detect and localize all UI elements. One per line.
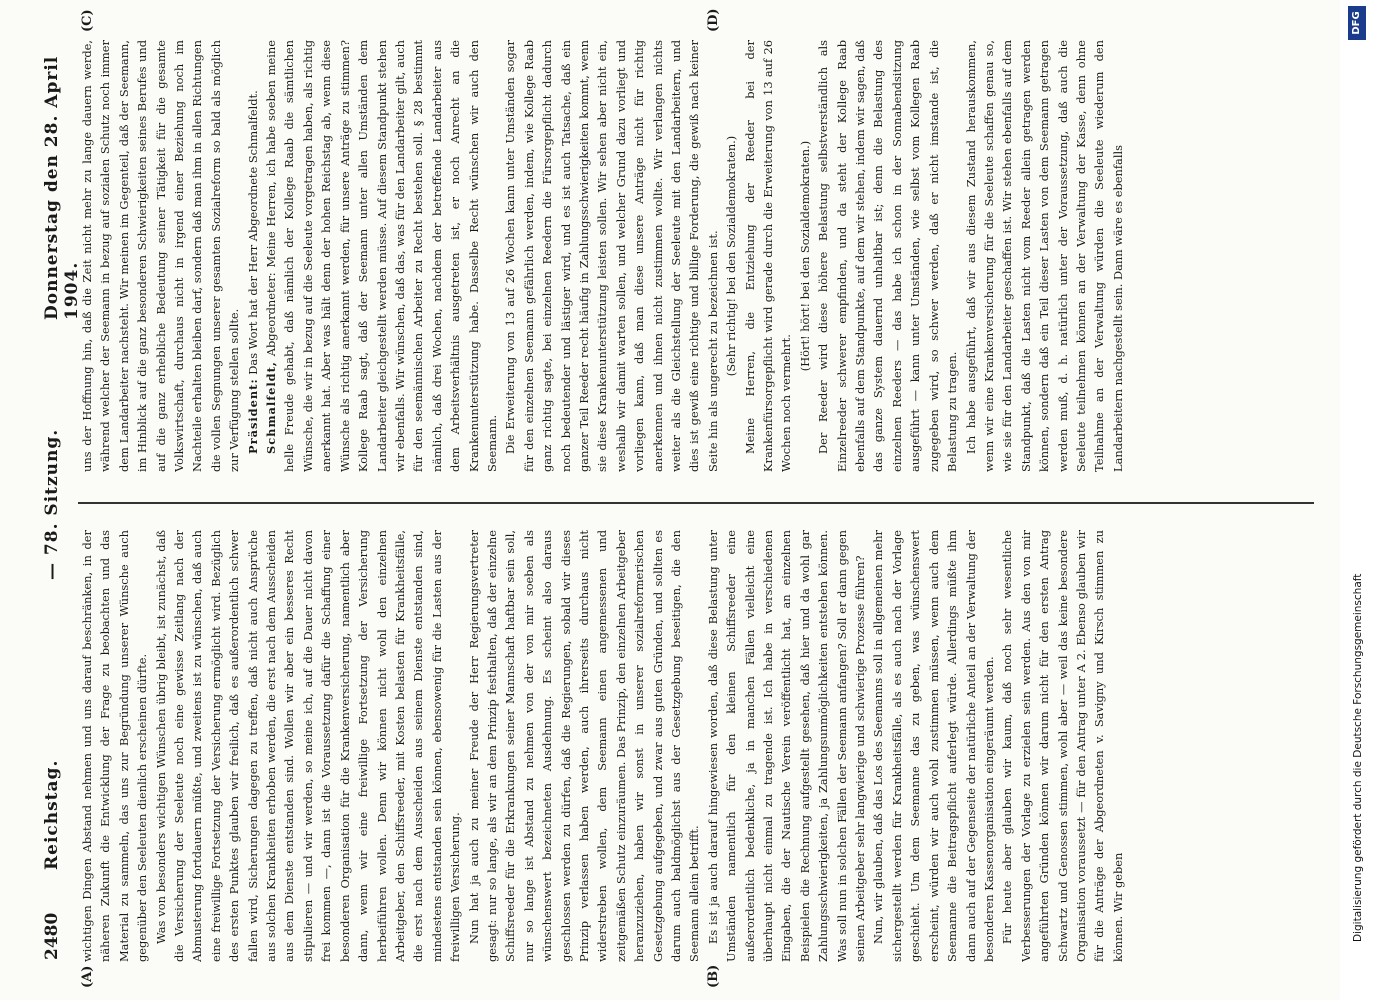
paragraph: Es ist ja auch darauf hingewiesen worden, daß diese Belastung unter Umständen namentlich für den kleinen Schiffsreeder eine außerordentlich bedenkliche, ja in manchen Fällen vielleicht eine überhaupt nicht einmal zu tragende ist. Ich habe in verschiedenen Eingaben, die der Nautische Verein veröffentlicht hat, an einzelnen Beispielen die Rechnung aufgestellt gesehen, daß hier und da wohl gar Zahlungsschwierigkeiten, ja Zahlungsunmöglichkeiten entstehen können. Was soll nun in solchen Fällen der Seemann anfangen? Soll er dann gegen seinen Arbeitgeber sehr langwierige und schwierige Prozesse führen? — [705, 530, 868, 962]
paragraph-text: Der Reeder wird diese höhere Belastung selbstverständlich als Einzelreeder schwerer empfinden, und da steht der Kollege Raab ebenfalls auf dem Standpunkte, auf dem wir stehen, indem wir sagen, daß das ganze System dauernd unhaltbar ist; denn die Belastung des einzelnen Reeders — das habe ich schon in der Sonnabendsitzung ausgeführt — kann unter Umständen, wie selbst vom Kollegen Raab zugegeben wird, so schwer werden, daß er nicht imstande ist, die Belastung zu tragen. — [816, 40, 960, 472]
paragraph-text: (Sehr richtig! bei den Sozialdemokraten.) — [724, 135, 739, 377]
speaker-name: Schmalfeldt, — [264, 361, 279, 454]
dfg-logo — [1348, 0, 1378, 40]
left-text-column — [78, 530, 1320, 962]
paragraph — [244, 40, 262, 472]
dfg-badge: DFG — [1348, 6, 1366, 40]
paragraph-text: Abgeordneter: Meine Herren, ich habe soeben meine helle Freude gehabt, daß nämlich der Kollege Raab die sämtlichen Wünsche, die wir in bezug auf die Seeleute vorgetragen haben, als richtig anerkannt hat. Aber was hält denn der hohen Reichstag ab, wenn diese Wünsche als richtig anerkannt werden, für unsere Anträge zu stimmen? Kollege Raab sagt, daß der Seemann unter allen Umständen dem Landarbeiter gleichgestellt werden müsse. Auf diesem Standpunkt stehen wir ebenfalls. Wir wünschen, daß das, was für den Landarbeiter gilt, auch für den seemännischen Arbeiter zu Recht bestehen soll. § 28 bestimmt nämlich, daß drei Wochen, nachdem der betreffende Landarbeiter aus dem Arbeitsverhältnis ausgetreten ist, er noch Anrecht an die Krankenunterstützung habe. Dasselbe Recht wünschen wir auch den Seemann. — [264, 40, 499, 472]
margin-marker-d: (D) — [706, 8, 721, 32]
paragraph: Was von besonders wichtigen Wünschen übrig bleibt, ist zunächst, daß die Versicherung der Seeleute noch eine gewisse Zeitlang nach der Abmusterung fortdauern müßte, und zweitens ist zu wünschen, daß auch eine freiwillige Fortsetzung der Versicherung ermöglicht wird. Bezüglich des ersten Punktes glauben wir freilich, daß es außerordentlich schwer fallen wird, Sicherungen dagegen zu treffen, daß nicht auch Ansprüche aus solchen Krankheiten erhoben werden, die erst nach dem Ausscheiden aus dem Dienste entstanden sind. Wollen wir aber ein besseres Recht stipulieren — und wir werden, so meine ich, auf die Dauer nicht davon frei kommen —, dann ist die Voraussetzung dafür die Schaffung einer besonderen Organisation für die Krankenversicherung, namentlich aber dann, wenn wir eine freiwillige Fortsetzung der Versicherung herbeiführen wollen. Denn wir können nicht wohl den einzelnen Arbeitgeber, den Schiffsreeder, mit Kosten belasten für Krankheitsfälle, die erst nach dem Ausscheiden aus seinem Dienste entstanden sind, mindestens entstanden sein können, ebensowenig für die Lasten aus der freiwilligen Versicherung. — [153, 530, 463, 962]
paragraph — [262, 40, 501, 472]
paragraph — [501, 40, 722, 472]
paragraph — [78, 40, 244, 472]
margin-marker-b: (B) — [706, 964, 721, 988]
paragraph — [814, 40, 961, 472]
paragraph-text: Meine Herren, die Entziehung der Reeder bei der Krankenfürsorgepflicht wird gerade durch die Erweiterung von 13 auf 26 Wochen noch vermehrt. — [742, 40, 794, 472]
margin-marker-a: (A) — [80, 965, 95, 988]
column-divider — [78, 503, 1314, 505]
interjection — [796, 40, 814, 472]
session-date: Donnerstag den 28. April 1904. — [42, 55, 82, 320]
paragraph — [962, 40, 1128, 472]
paragraph: wichtigen Dingen Abstand nehmen und uns darauf beschränken, in der näheren Zukunft die Entwicklung der Frage zu beobachten und das Material zu sammeln, das uns zur Begründung unserer Wünsche auch gegenüber den Seeleuten dienlich erscheinen dürfte. — [80, 530, 150, 962]
paragraph-text: uns der Hoffnung hin, daß die Zeit nicht mehr zu lange dauern werde, während welcher der Seemann in bezug auf sozialen Schutz noch immer dem Landarbeiter nachsteht. Wir meinen im Gegenteil, daß der Seemann, im Hinblick auf die ganz besonderen Schwierigkeiten seines Berufes und auf die ganz erhebliche Bedeutung seiner Tätigkeit für die gesamte Volkswirtschaft, durchaus nicht in irgend einer Beziehung noch im Nachteile erhalten bleiben darf, sondern daß man ihm in allen Richtungen die vollen Segnungen unserer gesamten Sozialreform so bald als möglich zur Verfügung stellen sollte. — [80, 40, 242, 472]
paragraph-text: (Hört! hört! bei den Sozialdemokraten.) — [797, 140, 812, 372]
margin-marker-c: (C) — [80, 9, 95, 32]
speaker-name: Präsident: — [245, 378, 260, 454]
paragraph: Nun, wir glauben, daß das Los des Seemanns soll in allgemeinen mehr sichergestellt werden für Krankheitsfälle, als es auch nach der Vorlage geschieht. Um dem Seemanne das zu geben, was wünschenswert erscheint, würden wir auch wohl zustimmen müssen, wenn auch dem Seemanne die Beitragspflicht auferlegt würde. Allerdings müßte ihm dann auch auf der Gegenseite der natürliche Anteil an der Verwaltung der besonderen Kassenorganisation eingeräumt werden. — [871, 530, 996, 962]
interjection — [722, 40, 740, 472]
digitization-credit: Digitalisierung gefördert durch die Deutsche Forschungsgemeinschaft — [1352, 573, 1364, 942]
paragraph-text: Das Wort hat der Herr Abgeordnete Schmalfeldt. — [245, 90, 260, 375]
paragraph-text: Ich habe ausgeführt, daß wir aus diesem Zustand herauskommen, wenn wir eine Krankenversicherung für die Seeleute schaffen genau so, wie sie für den Landarbeiter geschaffen ist. Wir stehen ebenfalls auf dem Standpunkt, daß die Lasten nicht vom Reeder allein getragen werden können, sondern daß ein Teil dieser Lasten von dem Seemann getragen werden muß, d. h. natürlich unter der Voraussetzung, daß auch die Seeleute teilnehmen können an der Verwaltung der Kasse, denn ohne Teilnahme an der Verwaltung würden die Seeleute wiederum den Landarbeitern nachgestellt sein. Dann wäre es ebenfalls — [963, 40, 1125, 472]
publication-title: Reichstag. — [42, 759, 62, 870]
right-text-column — [78, 40, 1320, 472]
paragraph: Nun hat ja auch zu meiner Freude der Herr Regierungsvertreter gesagt: nur so lange, als wir an dem Prinzip festhalten, daß der einzelne Schiffsreeder für die Erkrankungen seiner Mannschaft haftbar sein soll, nur so lange ist Abstand zu nehmen von der von mir soeben als wünschenswert bezeichneten Ausdehnung. Es scheint also daraus geschlossen werden zu dürfen, daß die Regierungen, sobald wir dieses Prinzip verlassen haben werden, auch ihrerseits durchaus nicht widerstreben wollen, dem Seemann einen angemessenen und zeitgemäßen Schutz einzuräumen. Das Prinzip, den einzelnen Arbeitgeber heranzuziehen, haben wir sonst in unserer sozialreformerischen Gesetzgebung aufgegeben, und zwar aus guten Gründen, und sollten es darum auch baldmöglichst aus der Gesetzgebung beseitigen, die den Seemann allein betrifft. — [466, 530, 702, 962]
paragraph-text: Die Erweiterung von 13 auf 26 Wochen kann unter Umständen sogar für den einzelnen Seemann gefährlich werden, indem, wie Kollege Raab ganz richtig sagte, bei einzelnen Reedern die Fürsorgepflicht dadurch noch bedeutender und lästiger wird, und es ist auch Tatsache, daß ein ganzer Teil Reeder recht häufig in Zahlungsschwierigkeiten kommt, wenn sie diese Krankenunterstützung leisten sollen. Wir sehen aber nicht ein, weshalb wir damit warten sollen, und welcher Grund dazu vorliegt und vorliegen kann, daß man diese unsere Anträge nicht für richtig anerkennen und ihnen nicht zustimmen wollte. Wir verlangen nichts weiter als die Gleichstellung der Seeleute mit den Landarbeitern, und dies ist gewiß eine richtige und billige Forderung, die gewiß nach keiner Seite hin als ungerecht zu bezeichnen ist. — [503, 40, 720, 472]
session-label: — 78. Sitzung. — [42, 428, 62, 580]
paragraph: Für heute aber glauben wir kaum, daß noch sehr wesentliche Verbesserungen der Vorlage zu erzielen sein werden. Aus den von mir angeführten Gründen können wir darum nicht für den ersten Antrag Schwartz und Genossen stimmen, wohl aber — weil das keine besondere Organisation voraussetzt — für den Antrag unter A 2. Ebenso glauben wir für die Anträge der Abgeordneten v. Savigny und Kirsch stimmen zu können. Wir geben — [1000, 530, 1125, 962]
paragraph — [741, 40, 796, 472]
page-header — [38, 40, 82, 960]
page-number: 2480 — [42, 912, 62, 960]
